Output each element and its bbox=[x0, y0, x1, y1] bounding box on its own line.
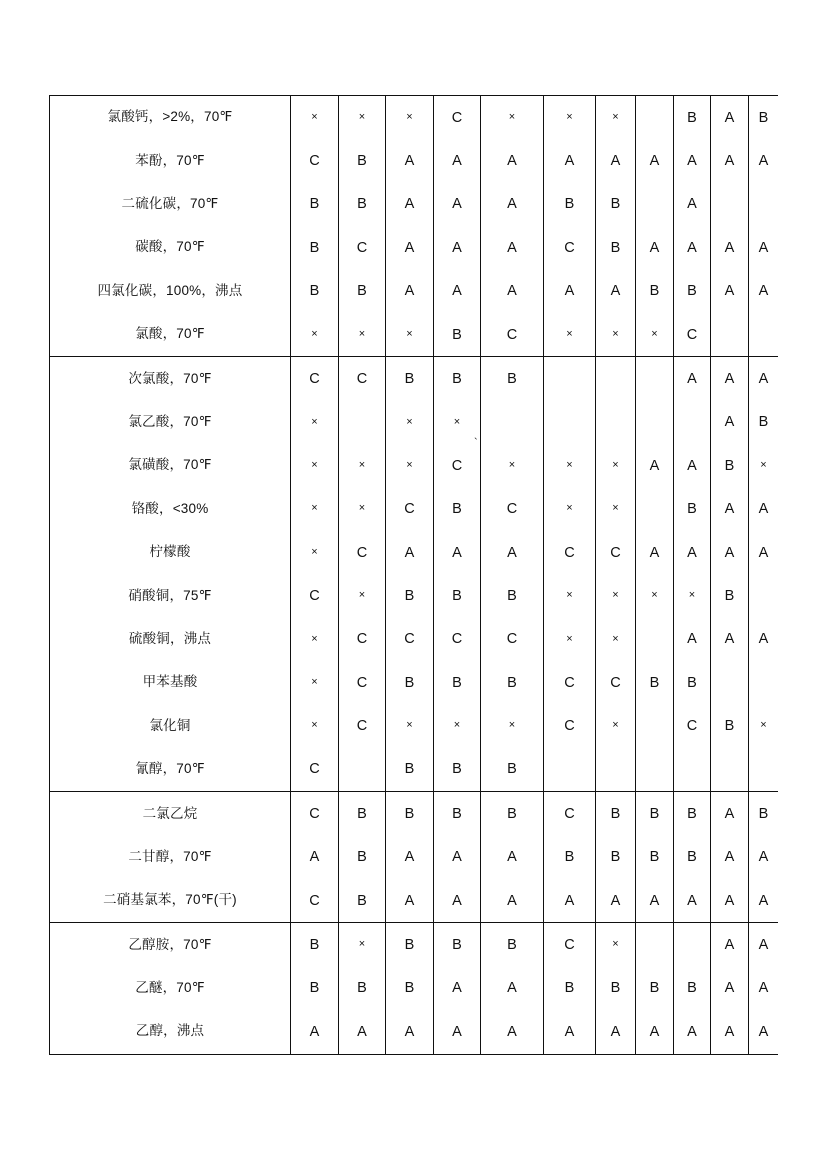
rating-cell: × bbox=[596, 618, 636, 661]
rating-cell: C bbox=[386, 488, 434, 531]
rating-cell: B bbox=[434, 792, 481, 836]
rating-cell: A bbox=[711, 618, 749, 661]
table-row bbox=[50, 96, 779, 140]
rating-cell bbox=[636, 618, 674, 661]
rating-cell: × bbox=[636, 313, 674, 357]
table-body bbox=[50, 96, 779, 1055]
rating-cell: B bbox=[481, 357, 544, 401]
rating-cell: A bbox=[636, 444, 674, 487]
rating-cell: B bbox=[434, 488, 481, 531]
rating-cell: × bbox=[544, 488, 596, 531]
rating-cell: A bbox=[596, 139, 636, 182]
rating-cell: B bbox=[636, 836, 674, 879]
rating-cell: B bbox=[711, 704, 749, 747]
rating-cell: × bbox=[481, 96, 544, 140]
rating-cell: A bbox=[544, 139, 596, 182]
rating-cell: B bbox=[339, 792, 386, 836]
rating-cell: C bbox=[481, 313, 544, 357]
rating-cell bbox=[749, 661, 779, 704]
rating-cell: C bbox=[291, 574, 339, 617]
rating-cell: A bbox=[711, 96, 749, 140]
rating-cell: × bbox=[481, 704, 544, 747]
rating-cell: A bbox=[711, 531, 749, 574]
rating-cell: B bbox=[434, 574, 481, 617]
rating-cell: × bbox=[291, 661, 339, 704]
rating-cell: A bbox=[711, 357, 749, 401]
table-row bbox=[50, 270, 779, 313]
rating-cell: B bbox=[596, 836, 636, 879]
rating-cell: C bbox=[481, 618, 544, 661]
rating-cell: × bbox=[339, 313, 386, 357]
rating-cell: A bbox=[674, 618, 711, 661]
rating-cell: A bbox=[481, 879, 544, 923]
rating-cell: B bbox=[636, 661, 674, 704]
rating-cell: B bbox=[749, 401, 779, 444]
rating-cell: × bbox=[386, 313, 434, 357]
chemical-name-cell: 苯酚，70℉ bbox=[50, 139, 291, 182]
rating-cell: B bbox=[291, 226, 339, 269]
rating-cell: × bbox=[291, 531, 339, 574]
rating-cell: C bbox=[291, 792, 339, 836]
table-row bbox=[50, 836, 779, 879]
rating-cell: × bbox=[636, 574, 674, 617]
rating-cell: × bbox=[291, 444, 339, 487]
rating-cell: B bbox=[434, 923, 481, 967]
rating-cell: × bbox=[544, 96, 596, 140]
rating-cell: A bbox=[386, 879, 434, 923]
rating-cell: A bbox=[481, 531, 544, 574]
rating-cell: C bbox=[434, 96, 481, 140]
rating-cell bbox=[636, 401, 674, 444]
rating-cell: ` × bbox=[481, 444, 544, 487]
rating-cell bbox=[596, 401, 636, 444]
chemical-name-cell: 氯酸，70℉ bbox=[50, 313, 291, 357]
rating-cell: A bbox=[749, 618, 779, 661]
rating-cell: B bbox=[339, 836, 386, 879]
rating-cell: A bbox=[596, 879, 636, 923]
rating-cell: × bbox=[434, 401, 481, 444]
rating-cell: B bbox=[434, 661, 481, 704]
chemical-name-cell: 二氯乙烷 bbox=[50, 792, 291, 836]
rating-cell: C bbox=[339, 357, 386, 401]
rating-cell: C bbox=[291, 879, 339, 923]
rating-cell: C bbox=[291, 748, 339, 792]
rating-cell: B bbox=[636, 270, 674, 313]
rating-cell: A bbox=[711, 879, 749, 923]
rating-cell bbox=[636, 488, 674, 531]
rating-cell: B bbox=[674, 96, 711, 140]
rating-cell: A bbox=[481, 1010, 544, 1054]
rating-cell bbox=[544, 401, 596, 444]
rating-cell: B bbox=[339, 879, 386, 923]
rating-cell: A bbox=[749, 1010, 779, 1054]
rating-cell: C bbox=[481, 488, 544, 531]
rating-cell bbox=[749, 313, 779, 357]
rating-cell: × bbox=[386, 444, 434, 487]
rating-cell: A bbox=[636, 531, 674, 574]
rating-cell: B bbox=[674, 270, 711, 313]
rating-cell: B bbox=[339, 183, 386, 226]
rating-cell: × bbox=[386, 401, 434, 444]
rating-cell: A bbox=[711, 139, 749, 182]
rating-cell: C bbox=[596, 531, 636, 574]
rating-cell: × bbox=[596, 488, 636, 531]
rating-cell: × bbox=[749, 444, 779, 487]
rating-cell: A bbox=[434, 967, 481, 1010]
rating-cell: A bbox=[596, 270, 636, 313]
rating-cell: × bbox=[339, 96, 386, 140]
table-row bbox=[50, 1010, 779, 1054]
rating-cell: A bbox=[386, 226, 434, 269]
rating-cell: A bbox=[339, 1010, 386, 1054]
rating-cell: B bbox=[481, 574, 544, 617]
rating-cell bbox=[674, 748, 711, 792]
rating-cell bbox=[711, 661, 749, 704]
rating-cell: A bbox=[711, 792, 749, 836]
rating-cell: A bbox=[596, 1010, 636, 1054]
rating-cell bbox=[636, 923, 674, 967]
rating-cell: C bbox=[291, 139, 339, 182]
rating-cell bbox=[339, 401, 386, 444]
rating-cell: B bbox=[339, 967, 386, 1010]
rating-cell: C bbox=[544, 226, 596, 269]
rating-cell: × bbox=[544, 444, 596, 487]
rating-cell: × bbox=[596, 313, 636, 357]
rating-cell: × bbox=[596, 96, 636, 140]
rating-cell: A bbox=[711, 923, 749, 967]
rating-cell: B bbox=[636, 792, 674, 836]
rating-cell: B bbox=[481, 661, 544, 704]
rating-cell: × bbox=[544, 313, 596, 357]
rating-cell: A bbox=[749, 488, 779, 531]
rating-cell: A bbox=[749, 967, 779, 1010]
rating-cell: × bbox=[596, 574, 636, 617]
rating-cell: B bbox=[481, 923, 544, 967]
rating-cell bbox=[674, 401, 711, 444]
rating-cell: × bbox=[291, 96, 339, 140]
rating-cell: A bbox=[434, 183, 481, 226]
rating-cell: B bbox=[674, 488, 711, 531]
table-row bbox=[50, 183, 779, 226]
rating-cell: A bbox=[481, 226, 544, 269]
rating-cell: A bbox=[749, 923, 779, 967]
rating-cell: C bbox=[339, 531, 386, 574]
chemical-name-cell: 二硝基氯苯，70℉(干) bbox=[50, 879, 291, 923]
rating-cell bbox=[711, 313, 749, 357]
rating-cell: B bbox=[711, 574, 749, 617]
rating-cell: A bbox=[386, 183, 434, 226]
table-row bbox=[50, 531, 779, 574]
rating-cell: × bbox=[291, 704, 339, 747]
rating-cell: A bbox=[674, 444, 711, 487]
rating-cell: A bbox=[636, 1010, 674, 1054]
rating-cell: A bbox=[711, 967, 749, 1010]
rating-cell: C bbox=[596, 661, 636, 704]
rating-cell: C bbox=[434, 444, 481, 487]
rating-cell: A bbox=[481, 139, 544, 182]
rating-cell: B bbox=[674, 792, 711, 836]
rating-cell: A bbox=[291, 1010, 339, 1054]
chemical-name-cell: 甲苯基酸 bbox=[50, 661, 291, 704]
rating-cell: A bbox=[434, 139, 481, 182]
rating-cell: A bbox=[481, 967, 544, 1010]
chemical-name-cell: 氯化铜 bbox=[50, 704, 291, 747]
rating-cell: B bbox=[481, 748, 544, 792]
rating-cell: A bbox=[749, 226, 779, 269]
rating-cell: × bbox=[291, 401, 339, 444]
rating-cell: A bbox=[711, 226, 749, 269]
chemical-name-cell: 乙醚，70℉ bbox=[50, 967, 291, 1010]
rating-cell: A bbox=[749, 270, 779, 313]
rating-cell: B bbox=[674, 967, 711, 1010]
rating-cell: B bbox=[749, 96, 779, 140]
rating-cell bbox=[636, 96, 674, 140]
rating-cell: A bbox=[481, 270, 544, 313]
rating-cell: A bbox=[636, 226, 674, 269]
rating-cell: B bbox=[636, 967, 674, 1010]
rating-cell: × bbox=[339, 574, 386, 617]
rating-cell: A bbox=[711, 270, 749, 313]
rating-cell: × bbox=[749, 704, 779, 747]
chemical-name-cell: 乙醇胺，70℉ bbox=[50, 923, 291, 967]
rating-cell: × bbox=[339, 488, 386, 531]
rating-cell: B bbox=[596, 967, 636, 1010]
rating-cell bbox=[481, 401, 544, 444]
rating-cell: A bbox=[674, 531, 711, 574]
rating-cell: B bbox=[749, 792, 779, 836]
chemical-name-cell: 乙醇，沸点 bbox=[50, 1010, 291, 1054]
rating-cell: B bbox=[674, 661, 711, 704]
rating-cell: A bbox=[291, 836, 339, 879]
rating-cell: C bbox=[544, 792, 596, 836]
rating-cell: × bbox=[339, 923, 386, 967]
table-row bbox=[50, 618, 779, 661]
rating-cell: A bbox=[711, 401, 749, 444]
rating-cell bbox=[636, 183, 674, 226]
rating-cell bbox=[711, 183, 749, 226]
chemical-name-cell: 硫酸铜，沸点 bbox=[50, 618, 291, 661]
rating-cell: × bbox=[596, 704, 636, 747]
rating-cell: × bbox=[596, 444, 636, 487]
chemical-name-cell: 二硫化碳，70℉ bbox=[50, 183, 291, 226]
rating-cell: A bbox=[434, 1010, 481, 1054]
rating-cell: × bbox=[674, 574, 711, 617]
rating-cell bbox=[636, 357, 674, 401]
rating-cell: × bbox=[291, 618, 339, 661]
rating-cell bbox=[674, 923, 711, 967]
rating-cell: A bbox=[711, 836, 749, 879]
rating-cell: B bbox=[386, 661, 434, 704]
rating-cell: A bbox=[544, 1010, 596, 1054]
rating-cell: C bbox=[544, 704, 596, 747]
rating-cell: B bbox=[291, 967, 339, 1010]
rating-cell: A bbox=[386, 1010, 434, 1054]
table-row bbox=[50, 357, 779, 401]
rating-cell: A bbox=[386, 531, 434, 574]
rating-cell: A bbox=[636, 139, 674, 182]
rating-cell: B bbox=[434, 313, 481, 357]
chemical-name-cell: 二甘醇，70℉ bbox=[50, 836, 291, 879]
rating-cell: A bbox=[674, 183, 711, 226]
rating-cell bbox=[749, 183, 779, 226]
rating-cell: A bbox=[711, 488, 749, 531]
rating-cell: A bbox=[674, 1010, 711, 1054]
rating-cell: × bbox=[544, 574, 596, 617]
rating-cell: A bbox=[544, 270, 596, 313]
rating-cell: × bbox=[339, 444, 386, 487]
table-row bbox=[50, 704, 779, 747]
resistance-table-container bbox=[49, 95, 778, 1062]
chemical-name-cell: 氰醇，70℉ bbox=[50, 748, 291, 792]
rating-cell: A bbox=[674, 226, 711, 269]
rating-cell: B bbox=[596, 183, 636, 226]
rating-cell: A bbox=[711, 1010, 749, 1054]
rating-cell: A bbox=[674, 357, 711, 401]
rating-cell: C bbox=[434, 618, 481, 661]
rating-cell: B bbox=[291, 270, 339, 313]
rating-cell: A bbox=[674, 879, 711, 923]
rating-cell bbox=[596, 748, 636, 792]
rating-cell: B bbox=[339, 139, 386, 182]
table-row bbox=[50, 444, 779, 487]
chemical-name-cell: 硝酸铜，75℉ bbox=[50, 574, 291, 617]
table-row bbox=[50, 574, 779, 617]
rating-cell: A bbox=[481, 836, 544, 879]
rating-cell: C bbox=[674, 313, 711, 357]
table-row bbox=[50, 967, 779, 1010]
table-row bbox=[50, 313, 779, 357]
rating-cell: A bbox=[434, 531, 481, 574]
rating-cell bbox=[636, 704, 674, 747]
chemical-name-cell: 氯乙酸，70℉ bbox=[50, 401, 291, 444]
chemical-name-cell: 氯磺酸，70℉ bbox=[50, 444, 291, 487]
rating-cell: A bbox=[386, 270, 434, 313]
rating-cell: × bbox=[596, 923, 636, 967]
chemical-name-cell: 四氯化碳，100%，沸点 bbox=[50, 270, 291, 313]
rating-cell: C bbox=[339, 618, 386, 661]
rating-cell: B bbox=[596, 226, 636, 269]
rating-cell: C bbox=[291, 357, 339, 401]
table-row bbox=[50, 226, 779, 269]
table-row bbox=[50, 748, 779, 792]
chemical-name-cell: 氯酸钙，>2%，70℉ bbox=[50, 96, 291, 140]
rating-cell: × bbox=[291, 313, 339, 357]
rating-cell: A bbox=[749, 879, 779, 923]
rating-cell: × bbox=[291, 488, 339, 531]
rating-cell: A bbox=[386, 836, 434, 879]
table-row bbox=[50, 792, 779, 836]
chemical-resistance-table bbox=[49, 95, 778, 1055]
rating-cell bbox=[636, 748, 674, 792]
rating-cell: B bbox=[544, 836, 596, 879]
rating-cell: C bbox=[544, 661, 596, 704]
rating-cell: B bbox=[386, 574, 434, 617]
rating-cell: B bbox=[434, 357, 481, 401]
table-row bbox=[50, 879, 779, 923]
rating-cell: B bbox=[481, 792, 544, 836]
table-row bbox=[50, 923, 779, 967]
rating-cell: C bbox=[544, 923, 596, 967]
rating-cell: C bbox=[674, 704, 711, 747]
rating-cell: A bbox=[749, 357, 779, 401]
rating-cell: A bbox=[434, 270, 481, 313]
rating-cell: B bbox=[386, 792, 434, 836]
rating-cell: B bbox=[544, 967, 596, 1010]
rating-cell: C bbox=[386, 618, 434, 661]
rating-cell: × bbox=[386, 96, 434, 140]
rating-cell: × bbox=[544, 618, 596, 661]
rating-cell: B bbox=[386, 357, 434, 401]
rating-cell: C bbox=[339, 661, 386, 704]
rating-cell: B bbox=[674, 836, 711, 879]
rating-cell: B bbox=[386, 748, 434, 792]
rating-cell: C bbox=[544, 531, 596, 574]
rating-cell: A bbox=[636, 879, 674, 923]
chemical-name-cell: 碳酸，70℉ bbox=[50, 226, 291, 269]
rating-cell: A bbox=[749, 139, 779, 182]
table-row bbox=[50, 488, 779, 531]
rating-cell: B bbox=[339, 270, 386, 313]
rating-cell: C bbox=[339, 226, 386, 269]
rating-cell bbox=[711, 748, 749, 792]
rating-cell: B bbox=[291, 923, 339, 967]
table-row bbox=[50, 139, 779, 182]
table-row bbox=[50, 661, 779, 704]
rating-cell bbox=[339, 748, 386, 792]
rating-cell bbox=[596, 357, 636, 401]
rating-cell: C bbox=[339, 704, 386, 747]
table-row bbox=[50, 401, 779, 444]
rating-cell: A bbox=[386, 139, 434, 182]
rating-cell: A bbox=[434, 879, 481, 923]
rating-cell: B bbox=[434, 748, 481, 792]
chemical-name-cell: 铬酸，<30% bbox=[50, 488, 291, 531]
rating-cell: A bbox=[749, 836, 779, 879]
rating-cell: A bbox=[434, 836, 481, 879]
rating-cell: B bbox=[544, 183, 596, 226]
rating-cell: B bbox=[291, 183, 339, 226]
rating-cell bbox=[544, 748, 596, 792]
rating-cell: × bbox=[434, 704, 481, 747]
rating-cell bbox=[544, 357, 596, 401]
rating-cell: B bbox=[386, 923, 434, 967]
rating-cell: A bbox=[674, 139, 711, 182]
rating-cell: B bbox=[711, 444, 749, 487]
rating-cell: A bbox=[481, 183, 544, 226]
rating-cell: A bbox=[434, 226, 481, 269]
stray-mark-artifact: ` bbox=[474, 437, 478, 450]
chemical-name-cell: 柠檬酸 bbox=[50, 531, 291, 574]
rating-cell bbox=[749, 574, 779, 617]
rating-cell bbox=[749, 748, 779, 792]
chemical-name-cell: 次氯酸，70℉ bbox=[50, 357, 291, 401]
rating-cell: B bbox=[596, 792, 636, 836]
rating-cell: B bbox=[386, 967, 434, 1010]
rating-cell: A bbox=[749, 531, 779, 574]
rating-cell: × bbox=[386, 704, 434, 747]
rating-cell: A bbox=[544, 879, 596, 923]
